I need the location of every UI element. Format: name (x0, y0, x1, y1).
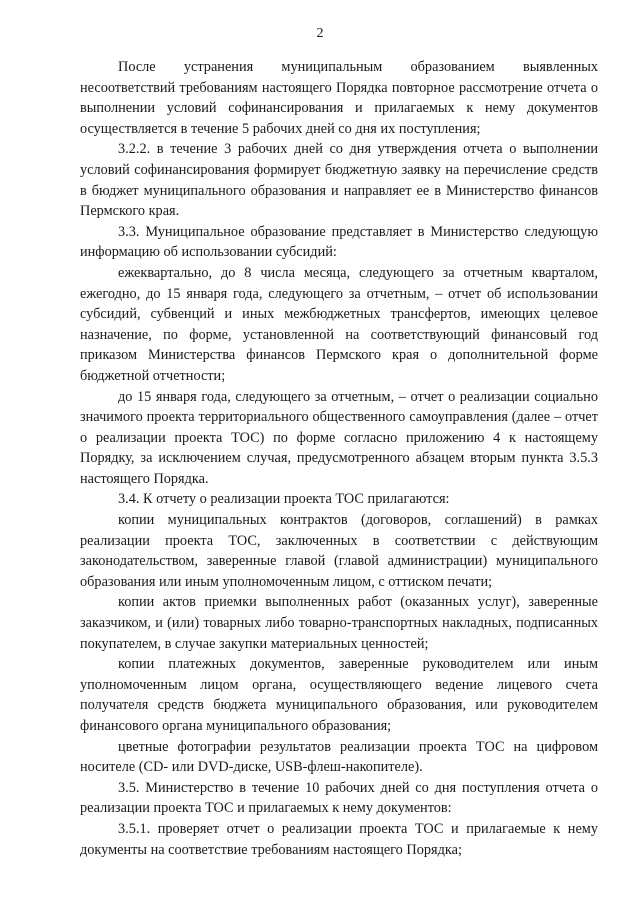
paragraph-3-5-1: 3.5.1. проверяет отчет о реализации проекта ТОС и прилагаемые к нему документы на соответствие требованиям настоящего Порядка; (80, 820, 598, 858)
paragraph-payment-documents: копии платежных документов, заверенные руководителем или иным уполномоченным лицом органа, осуществляющего ведение лицевого счета получателя средств бюджета муниципального образования, или руководителем финансового органа муниципального образования; (80, 656, 598, 734)
paragraph-3-5: 3.5. Министерство в течение 10 рабочих дней со дня поступления отчета о реализации проекта ТОС и прилагаемых к нему документов: (80, 779, 598, 817)
paragraph-acceptance-acts: копии актов приемки выполненных работ (оказанных услуг), заверенные заказчиком, и (или) товарных либо товарно-транспортных накладных, подписанных покупателем, в случае закупки материальных ценностей; (80, 594, 598, 652)
document-body (80, 57, 598, 860)
paragraph-3-4: 3.4. К отчету о реализации проекта ТОС прилагаются: (118, 491, 450, 508)
paragraph-3-2-2: 3.2.2. в течение 3 рабочих дней со дня утверждения отчета о выполнении условий софинансирования формирует бюджетную заявку на перечисление средств в бюджет муниципального образования и направляет ее в Министерство финансов Пермского края. (80, 141, 598, 220)
paragraph-repeat-review: После устранения муниципальным образованием выявленных несоответствий требованиям настоящего Порядка повторное рассмотрение отчета о выполнении условий софинансирования и прилагаемых к нему документов осуществляется в течение 5 рабочих дней со дня их поступления; (80, 59, 598, 137)
paragraph-quarterly-report: ежеквартально, до 8 числа месяца, следующего за отчетным кварталом, ежегодно, до 15 января года, следующего за отчетным, – отчет об использовании субсидий, субвенций и иных межбюджетных трансфертов, имеющих целевое назначение, по форме, установленной на соответствующий финансовый год приказом Министерства финансов Пермского края о дополнительной форме бюджетной отчетности; (80, 264, 598, 384)
page-number: 2 (316, 26, 324, 41)
paragraph-annual-tos-report: до 15 января года, следующего за отчетным, – отчет о реализации социально значимого проекта территориального общественного самоуправления (далее – отчет о реализации проекта ТОС) по форме согласно приложению 4 к настоящему Порядку, за исключением случая, предусмотренного абзацем вторым пункта 3.5.3 настоящего Порядка. (80, 388, 598, 487)
paragraph-3-3: 3.3. Муниципальное образование представляет в Министерство следующую информацию об использовании субсидий: (80, 223, 598, 261)
paragraph-color-photos: цветные фотографии результатов реализации проекта ТОС на цифровом носителе (CD- или DVD-диске, USB-флеш-накопителе). (80, 738, 598, 776)
paragraph-contract-copies: копии муниципальных контрактов (договоров, соглашений) в рамках реализации проекта ТОС, заключенных в соответствии с действующим законодательством, заверенные главой (главой администрации) муниципального образования или иным уполномоченным лицом, с оттиском печати; (80, 512, 598, 590)
